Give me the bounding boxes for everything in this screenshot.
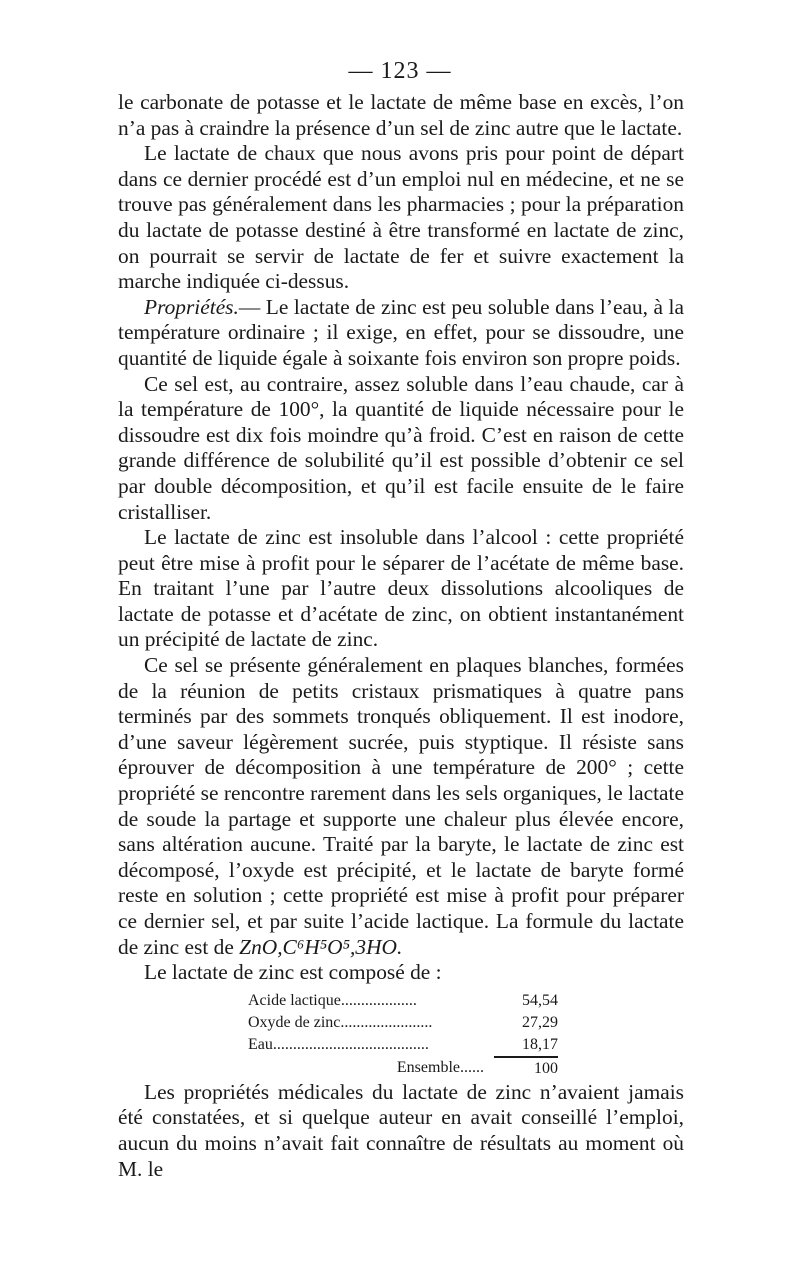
paragraph-lactate-chaux: Le lactate de chaux que nous avons pris pour point de départ dans ce dernier procédé est d’un emploi nul en médecine, et ne se trouve pas généralement dans les pharmacies ; pour la préparation du lactate de potasse destiné à être transformé en lactate de zinc, on pourrait se servir de lactate de fer et suivre exactement la marche indiquée ci-dessus. (118, 141, 684, 294)
paragraph-proprietes (118, 295, 684, 372)
table-row (248, 990, 558, 1012)
total-row (248, 1057, 558, 1080)
heading-dash: — (238, 294, 261, 319)
component-label: Eau....................................... (248, 1036, 429, 1054)
section-heading-proprietes: Propriétés. (144, 294, 239, 319)
composition-table (248, 990, 558, 1080)
component-label: Acide lactique................... (248, 991, 417, 1009)
composition-intro: Le lactate de zinc est composé de : (144, 960, 442, 985)
paragraph-alcool: Le lactate de zinc est insoluble dans l’alcool : cette propriété peut être mise à profit pour le séparer de l’acétate de même base. En traitant l’une par l’autre deux dissolutions alcooliques de lactate de potasse et d’acétate de zinc, on obtient instantanément un précipité de lactate de zinc. (118, 525, 684, 652)
component-value: 54,54 (522, 991, 558, 1009)
page-body (118, 90, 684, 1182)
component-value: 27,29 (522, 1013, 558, 1031)
component-value: 18,17 (522, 1035, 558, 1053)
page-number: — 123 — (348, 58, 452, 84)
table-row (248, 1034, 558, 1057)
paragraph-carbonate: le carbonate de potasse et le lactate de même base en excès, l’on n’a pas à craindre la présence d’un sel de zinc autre que le lactate. (118, 90, 684, 140)
chemical-formula: ZnO,C⁶H⁵O⁵,3HO. (239, 934, 403, 959)
paragraph-solubilite-froid: Le lactate de zinc est peu soluble dans l’eau, à la température ordinaire ; il exige, en effet, pour se dissoudre, une quantité de liquide égale à soixante fois environ son propre poids. (118, 294, 684, 370)
paragraph-description (118, 653, 684, 960)
component-label: Oxyde de zinc....................... (248, 1013, 433, 1031)
total-value: 100 (494, 1057, 558, 1080)
table-row (248, 1012, 558, 1034)
paragraph-proprietes-medicales: Les propriétés médicales du lactate de zinc n’avaient jamais été constatées, et si quelque auteur en avait conseillé l’emploi, aucun du moins n’avait fait connaître de résultats au moment où M. le (118, 1079, 684, 1181)
paragraph-description-text: Ce sel se présente généralement en plaques blanches, formées de la réunion de petits cristaux prismatiques à quatre pans terminés par des sommets tronqués obliquement. Il est inodore, d’une saveur légèrement sucrée, puis styptique. Il résiste sans éprouver de décomposition à une température de 200° ; cette propriété se rencontre rarement dans les sels organiques, le lactate de soude la partage et supporte une chaleur plus élevée encore, sans altération aucune. Traité par la baryte, le lactate de zinc est décomposé, l’oxyde est précipité, et le lactate de baryte formé reste en solution ; cette propriété est mise à profit pour préparer ce dernier sel, et par suite l’acide lactique. La formule du lactate de zinc est de (118, 653, 684, 959)
total-label: Ensemble...... (396, 1059, 484, 1077)
paragraph-solubilite-chaude: Ce sel est, au contraire, assez soluble dans l’eau chaude, car à la température de 100°, la quantité de liquide nécessaire pour le dissoudre est dix fois moindre qu’à froid. C’est en raison de cette grande différence de solubilité qu’il est possible d’obtenir ce sel par double décomposition, et qu’il est facile ensuite de le faire cristalliser. (118, 371, 684, 524)
